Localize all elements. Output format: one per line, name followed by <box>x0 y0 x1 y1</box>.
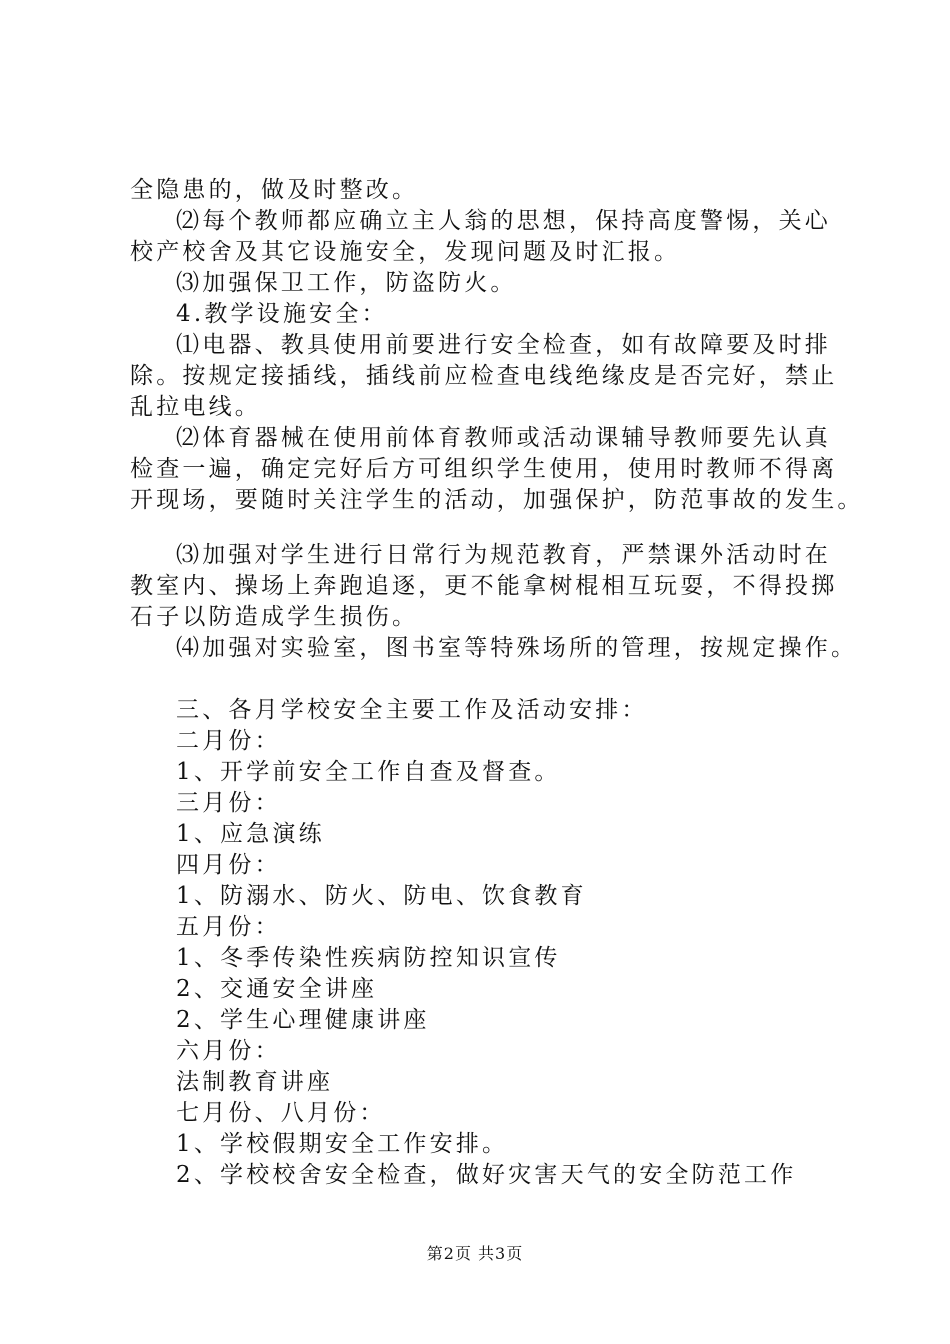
text-line: ⑶加强保卫工作，防盗防火。 <box>176 270 517 296</box>
text-line: 除。按规定接插线，插线前应检查电线绝缘皮是否完好，禁止 <box>130 363 838 389</box>
text-line: ⑷加强对实验室，图书室等特殊场所的管理，按规定操作。 <box>176 635 858 661</box>
text-line: 乱拉电线。 <box>130 394 261 420</box>
month-heading: 七月份、八月份： <box>176 1100 386 1126</box>
month-heading: 四月份： <box>176 852 281 878</box>
text-line: 教室内、操场上奔跑追逐，更不能拿树棍相互玩耍，不得投掷 <box>130 573 838 599</box>
list-item: 1、学校假期安全工作安排。 <box>176 1131 509 1157</box>
list-item: 2、交通安全讲座 <box>176 976 378 1002</box>
text-line: ⑵体育器械在使用前体育教师或活动课辅导教师要先认真 <box>176 425 831 451</box>
text-line: 校产校舍及其它设施安全，发现问题及时汇报。 <box>130 239 681 265</box>
month-heading: 二月份： <box>176 728 281 754</box>
list-item: 2、学生心理健康讲座 <box>176 1007 430 1033</box>
month-heading: 三月份： <box>176 790 281 816</box>
section-heading: 4.教学设施安全： <box>176 301 388 327</box>
text-line: 石子以防造成学生损伤。 <box>130 604 419 630</box>
text-line: ⑶加强对学生进行日常行为规范教育，严禁课外活动时在 <box>176 542 831 568</box>
month-heading: 六月份： <box>176 1038 281 1064</box>
list-item: 1、防溺水、防火、防电、饮食教育 <box>176 883 587 909</box>
page-number-footer: 第2页 共3页 <box>426 1244 524 1263</box>
list-item: 1、开学前安全工作自查及督查。 <box>176 759 561 785</box>
list-item: 2、学校校舍安全检查，做好灾害天气的安全防范工作 <box>176 1162 797 1188</box>
list-item: 1、应急演练 <box>176 821 325 847</box>
list-item: 1、冬季传染性疾病防控知识宣传 <box>176 945 561 971</box>
text-line: ⑴电器、教具使用前要进行安全检查，如有故障要及时排 <box>176 332 831 358</box>
text-line: 检查一遍，确定完好后方可组织学生使用，使用时教师不得离 <box>130 456 838 482</box>
text-line: 全隐患的，做及时整改。 <box>130 177 419 203</box>
month-heading: 五月份： <box>176 914 281 940</box>
list-item: 法制教育讲座 <box>176 1069 334 1095</box>
text-line: ⑵每个教师都应确立主人翁的思想，保持高度警惕，关心 <box>176 208 831 234</box>
section-heading: 三、各月学校安全主要工作及活动安排： <box>176 697 648 723</box>
text-line: 开现场，要随时关注学生的活动，加强保护，防范事故的发生。 <box>130 487 864 513</box>
